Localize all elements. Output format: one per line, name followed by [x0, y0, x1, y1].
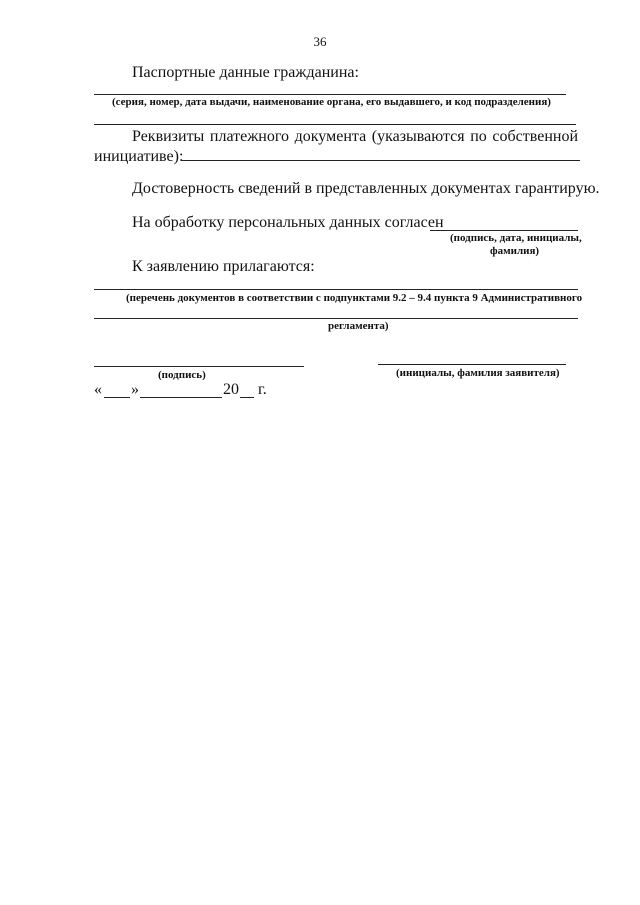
passport-field-line[interactable] [94, 94, 566, 95]
date-day-field[interactable] [104, 397, 130, 398]
date-month-field[interactable] [140, 397, 222, 398]
attachments-field-line[interactable] [94, 289, 578, 290]
consent-label: На обработку персональных данных согласен [132, 214, 444, 231]
attachments-field-line-2[interactable] [94, 318, 578, 319]
page-number: 36 [313, 34, 327, 49]
consent-signature-line[interactable] [430, 230, 578, 231]
signature-caption: (подпись) [158, 369, 206, 381]
date-year-suffix: г. [258, 381, 267, 398]
applicant-name-line[interactable] [378, 364, 566, 365]
payment-field-line[interactable] [182, 160, 580, 161]
attachments-label: К заявлению прилагаются: [132, 258, 315, 275]
date-year-prefix: 20 [223, 381, 239, 398]
attachments-caption-line1: (перечень документов в соответствии с подпунктами 9.2 – 9.4 пункта 9 Административного [126, 292, 583, 304]
attachments-caption-line2: регламента) [328, 320, 389, 332]
passport-field-line-2[interactable] [94, 124, 576, 125]
date-open-quote: « [94, 381, 102, 398]
consent-caption-line1: (подпись, дата, инициалы, [450, 232, 582, 244]
date-year-field[interactable] [240, 397, 254, 398]
payment-label-line2: инициативе): [94, 148, 184, 165]
reliability-statement: Достоверность сведений в представленных документах гарантирую. [132, 180, 600, 197]
consent-caption-line2: фамилия) [490, 245, 540, 257]
applicant-name-caption: (инициалы, фамилия заявителя) [396, 367, 560, 379]
signature-line[interactable] [94, 366, 304, 367]
payment-label-line1: Реквизиты платежного документа (указываются по собственной [132, 128, 578, 145]
passport-caption: (серия, номер, дата выдачи, наименование органа, его выдавшего, и код подразделения) [112, 96, 551, 108]
passport-label: Паспортные данные гражданина: [132, 64, 359, 81]
date-close-quote: » [131, 381, 139, 398]
